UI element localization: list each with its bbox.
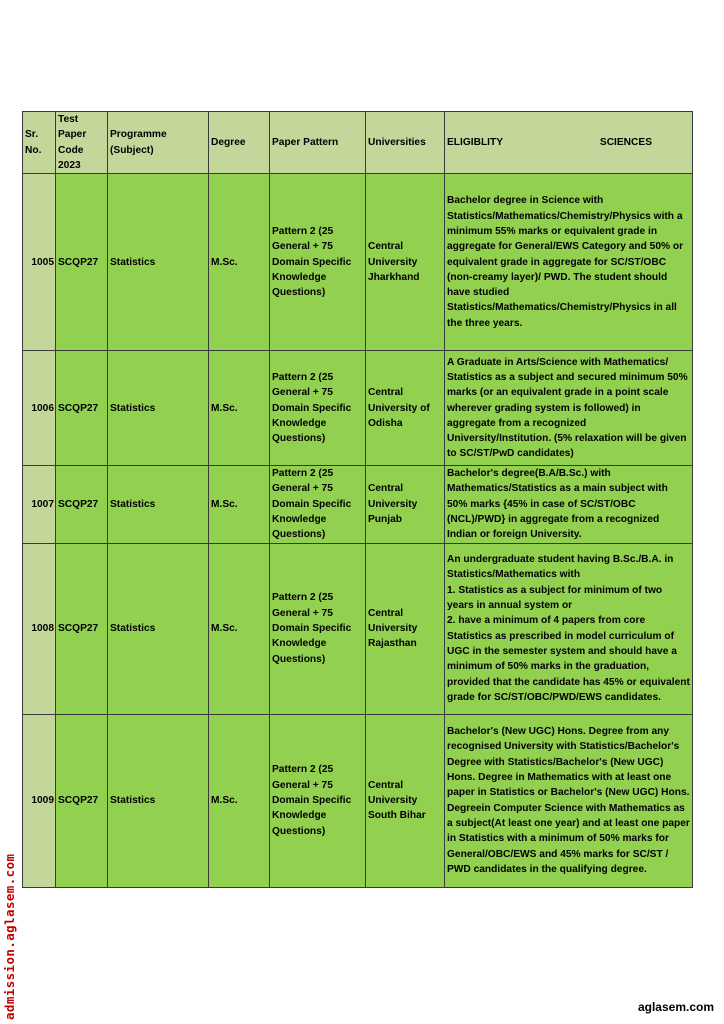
cell-university: Central University of Odisha (366, 351, 445, 466)
cell-sr-no: 1008 (23, 543, 56, 714)
table-row (23, 174, 693, 351)
cell-sr-no: 1007 (23, 466, 56, 543)
cell-programme: Statistics (108, 466, 209, 543)
cell-paper-pattern: Pattern 2 (25 General + 75 Domain Specific Knowledge Questions) (270, 543, 366, 714)
cell-programme: Statistics (108, 174, 209, 351)
cell-test-paper-code: SCQP27 (56, 351, 108, 466)
cell-paper-pattern: Pattern 2 (25 General + 75 Domain Specific Knowledge Questions) (270, 466, 366, 543)
cell-programme: Statistics (108, 543, 209, 714)
cell-paper-pattern: Pattern 2 (25 General + 75 Domain Specific Knowledge Questions) (270, 174, 366, 351)
cell-university: Central University Punjab (366, 466, 445, 543)
cell-test-paper-code: SCQP27 (56, 466, 108, 543)
watermark-url: admission.aglasem.com (2, 853, 17, 1020)
cell-sr-no: 1006 (23, 351, 56, 466)
cell-degree: M.Sc. (209, 466, 270, 543)
cell-test-paper-code: SCQP27 (56, 543, 108, 714)
cell-eligibility: A Graduate in Arts/Science with Mathematics/ Statistics as a subject and secured minimum 50% marks (or an equivalent grade in a point scale wherever grading system is followed) in aggregate from a recognized University/Institution. (5% relaxation will be given to SC/ST/PwD candidates) (445, 351, 693, 466)
cell-degree: M.Sc. (209, 714, 270, 887)
table-header-row (23, 112, 693, 174)
cell-paper-pattern: Pattern 2 (25 General + 75 Domain Specific Knowledge Questions) (270, 714, 366, 887)
cell-university: Central University Rajasthan (366, 543, 445, 714)
cell-university: Central University Jharkhand (366, 174, 445, 351)
header-test-paper-code: Test Paper Code 2023 (56, 112, 108, 174)
header-stream: SCIENCES (599, 136, 652, 148)
header-sr-no: Sr. No. (23, 112, 56, 174)
cell-sr-no: 1009 (23, 714, 56, 887)
cell-eligibility: Bachelor's degree(B.A/B.Sc.) with Mathematics/Statistics as a main subject with 50% marks {45% in case of SC/ST/OBC (NCL)/PWD} in aggregate from a recognized Indian or foreign University. (445, 466, 693, 543)
footer-site-name: aglasem.com (637, 1000, 714, 1014)
cell-sr-no: 1005 (23, 174, 56, 351)
cell-eligibility: An undergraduate student having B.Sc./B.A. in Statistics/Mathematics with 1. Statistics as a subject for minimum of two years in annual system or 2. have a minimum of 4 papers from core Statistics as prescribed in model curriculum of UGC in the semester system and should have a minimum of 50% marks in the graduation, provided that the candidate has 45% or equivalent grade for SC/ST/OBC/PWD/EWS candidates. (445, 543, 693, 714)
cell-degree: M.Sc. (209, 174, 270, 351)
cell-university: Central University South Bihar (366, 714, 445, 887)
header-paper-pattern: Paper Pattern (270, 112, 366, 174)
cell-programme: Statistics (108, 351, 209, 466)
cell-paper-pattern: Pattern 2 (25 General + 75 Domain Specific Knowledge Questions) (270, 351, 366, 466)
table-row (23, 351, 693, 466)
cell-degree: M.Sc. (209, 351, 270, 466)
cell-eligibility: Bachelor degree in Science with Statistics/Mathematics/Chemistry/Physics with a minimum 55% marks or equivalent grade in aggregate for General/EWS Category and 50% or equivalent grade in aggregate for SC/ST/OBC (non-creamy layer)/ PWD. The student should have studied Statistics/Mathematics/Chemistry/Physics in all the three years. (445, 174, 693, 351)
eligibility-table (22, 111, 693, 888)
cell-programme: Statistics (108, 714, 209, 887)
table-row (23, 543, 693, 714)
table-row (23, 714, 693, 887)
header-eligibility-cell (445, 112, 693, 174)
table-row (23, 466, 693, 543)
header-degree: Degree (209, 112, 270, 174)
cell-test-paper-code: SCQP27 (56, 714, 108, 887)
cell-eligibility: Bachelor's (New UGC) Hons. Degree from any recognised University with Statistics/Bachelor's Degree with Statistics/Bachelor's (New UGC) Hons. Degree in Mathematics with at least one paper in Statistics or Bachelor's (New UGC) Hons. Degreein Computer Science with Mathematics as a subject(At least one year) and at least one paper in Statistics with a minimum of 50% marks for General/OBC/EWS and 45% marks for SC/ST / PWD candidates in the qualifying degree. (445, 714, 693, 887)
header-universities: Universities (366, 112, 445, 174)
cell-test-paper-code: SCQP27 (56, 174, 108, 351)
cell-degree: M.Sc. (209, 543, 270, 714)
header-eligibility: ELIGIBLITY (447, 136, 504, 148)
header-programme: Programme (Subject) (108, 112, 209, 174)
